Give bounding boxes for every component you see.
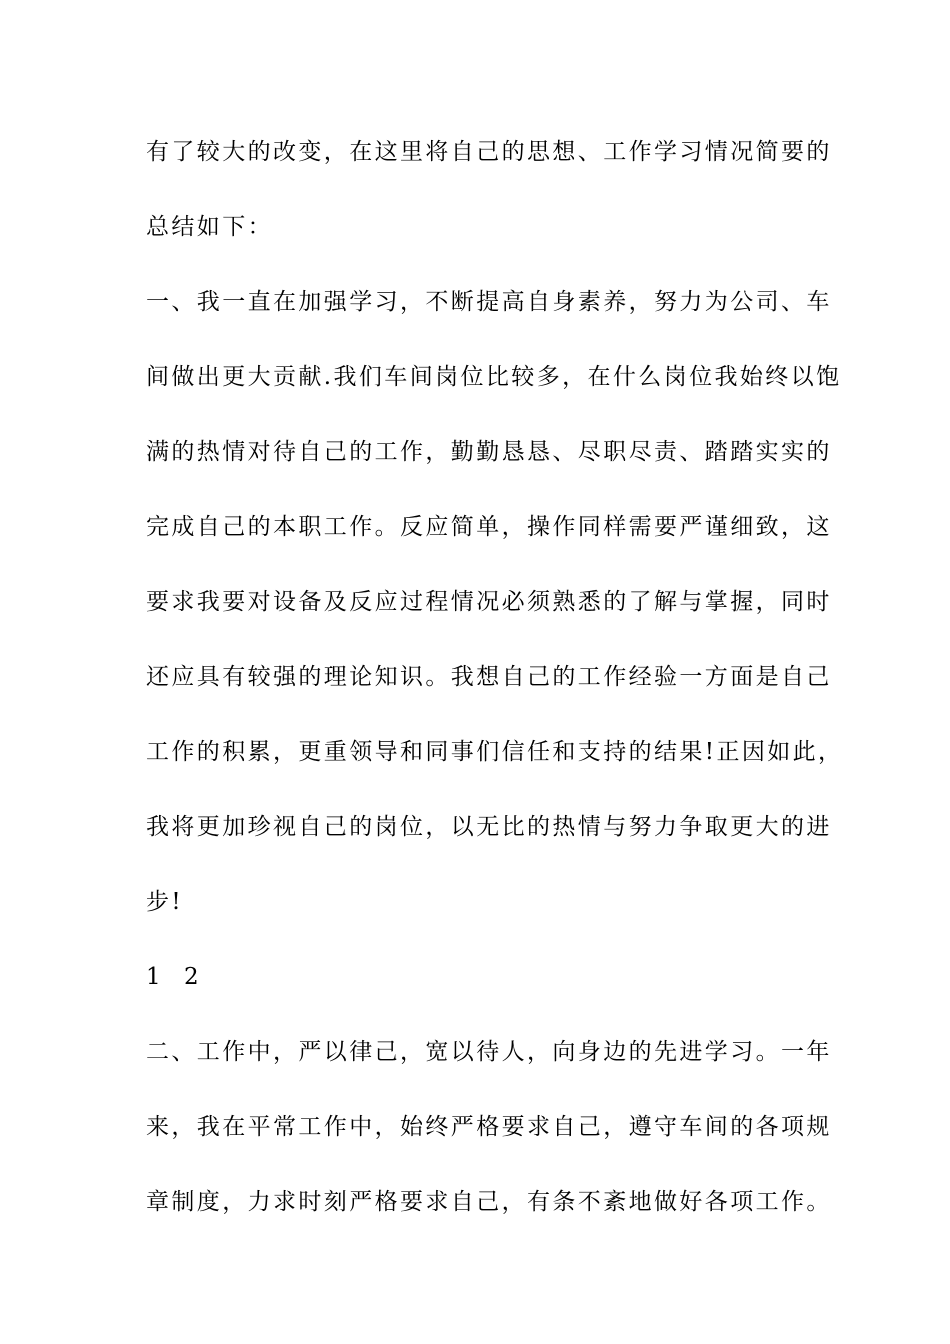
text-line: 还应具有较强的理论知识。我想自己的工作经验一方面是自己 <box>146 664 832 690</box>
text-line: 总结如下： <box>146 214 273 240</box>
text-line: 间做出更大贡献.我们车间岗位比较多，在什么岗位我始终以饱 <box>146 364 842 390</box>
text-line: 二、工作中，严以律己，宽以待人，向身边的先进学习。一年 <box>146 1039 832 1065</box>
text-line: 我将更加珍视自己的岗位，以无比的热情与努力争取更大的进 <box>146 814 832 840</box>
text-line: 满的热情对待自己的工作，勤勤恳恳、尽职尽责、踏踏实实的 <box>146 439 832 465</box>
text-line: 要求我要对设备及反应过程情况必须熟悉的了解与掌握，同时 <box>146 589 832 615</box>
text-line: 工作的积累，更重领导和同事们信任和支持的结果!正因如此， <box>146 739 844 765</box>
text-line: 来，我在平常工作中，始终严格要求自己，遵守车间的各项规 <box>146 1114 832 1140</box>
text-line: 有了较大的改变，在这里将自己的思想、工作学习情况简要的 <box>146 139 832 165</box>
text-line: 步! <box>146 889 184 915</box>
text-line: 章制度，力求时刻严格要求自己，有条不紊地做好各项工作。 <box>146 1189 832 1215</box>
text-line: 一、我一直在加强学习，不断提高自身素养，努力为公司、车 <box>146 289 832 315</box>
page-number: 1 2 <box>146 964 207 990</box>
text-line: 完成自己的本职工作。反应简单，操作同样需要严谨细致，这 <box>146 514 832 540</box>
